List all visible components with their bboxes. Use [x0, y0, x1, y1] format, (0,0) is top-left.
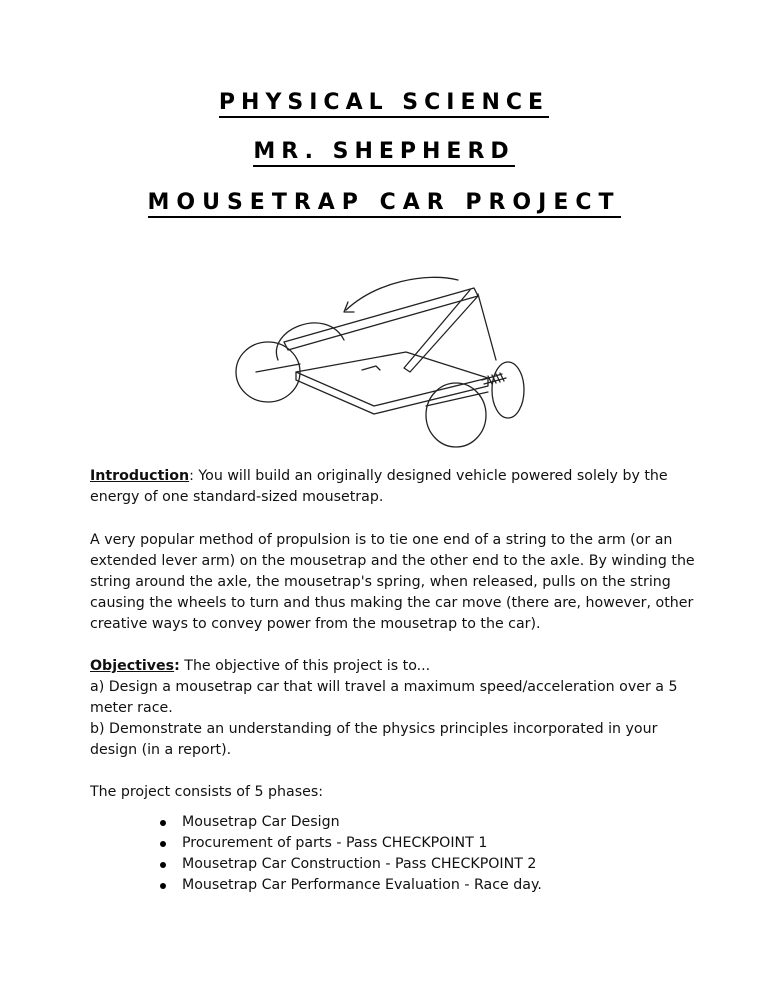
phases-list	[160, 812, 542, 896]
title-course-text: PHYSICAL SCIENCE	[219, 90, 549, 118]
introduction-text: : You will build an originally designed vehicle powered solely by the energy of one standard-sized mousetrap.	[90, 468, 668, 505]
objective-a: a) Design a mousetrap car that will travel a maximum speed/acceleration over a 5 meter race.	[90, 679, 678, 716]
wheel-back-right	[492, 362, 524, 418]
objective-b: b) Demonstrate an understanding of the physics principles incorporated in your design (in a report).	[90, 721, 658, 758]
phase-label: Mousetrap Car Design	[182, 814, 340, 830]
mousetrap-car-drawing	[226, 260, 526, 460]
bullet-icon	[160, 820, 166, 826]
phase-label: Mousetrap Car Construction - Pass CHECKPOINT 2	[182, 856, 537, 872]
phases-intro: The project consists of 5 phases:	[90, 784, 324, 800]
title-teacher	[0, 139, 768, 164]
objectives-colon: :	[174, 658, 180, 674]
title-course	[0, 90, 768, 115]
phase-label: Procurement of parts - Pass CHECKPOINT 1	[182, 835, 488, 851]
lever-arm	[284, 288, 478, 350]
title-project-text: MOUSETRAP CAR PROJECT	[148, 190, 621, 218]
bullet-icon	[160, 883, 166, 889]
introduction-paragraph	[90, 466, 700, 508]
wheel-front-left	[236, 342, 300, 402]
lever-arm-support	[404, 290, 478, 372]
objectives-intro: The objective of this project is to...	[179, 658, 431, 674]
list-item	[160, 812, 542, 833]
list-item	[160, 854, 542, 875]
rear-axle	[256, 364, 300, 372]
list-item	[160, 875, 542, 896]
bullet-icon	[160, 841, 166, 847]
bullet-icon	[160, 862, 166, 868]
introduction-label: Introduction	[90, 468, 190, 484]
title-project	[0, 190, 768, 215]
wheel-front-right	[426, 383, 486, 447]
objectives-paragraph	[90, 656, 700, 761]
string	[478, 294, 496, 360]
motion-arrow	[346, 277, 458, 310]
phase-label: Mousetrap Car Performance Evaluation - Race day.	[182, 877, 542, 893]
objectives-label: Objectives	[90, 658, 175, 674]
method-paragraph: A very popular method of propulsion is to tie one end of a string to the arm (or an extended lever arm) on the mousetrap and the other end to the axle. By winding the string around the axle, the mousetrap's spring, when released, pulls on the string causing the wheels to turn and thus making the car move (there are, however, other creative ways to convey power from the mousetrap to the car).	[90, 532, 695, 632]
objectives-heading-line	[90, 656, 700, 677]
list-item	[160, 833, 542, 854]
title-teacher-text: MR. SHEPHERD	[253, 139, 514, 167]
